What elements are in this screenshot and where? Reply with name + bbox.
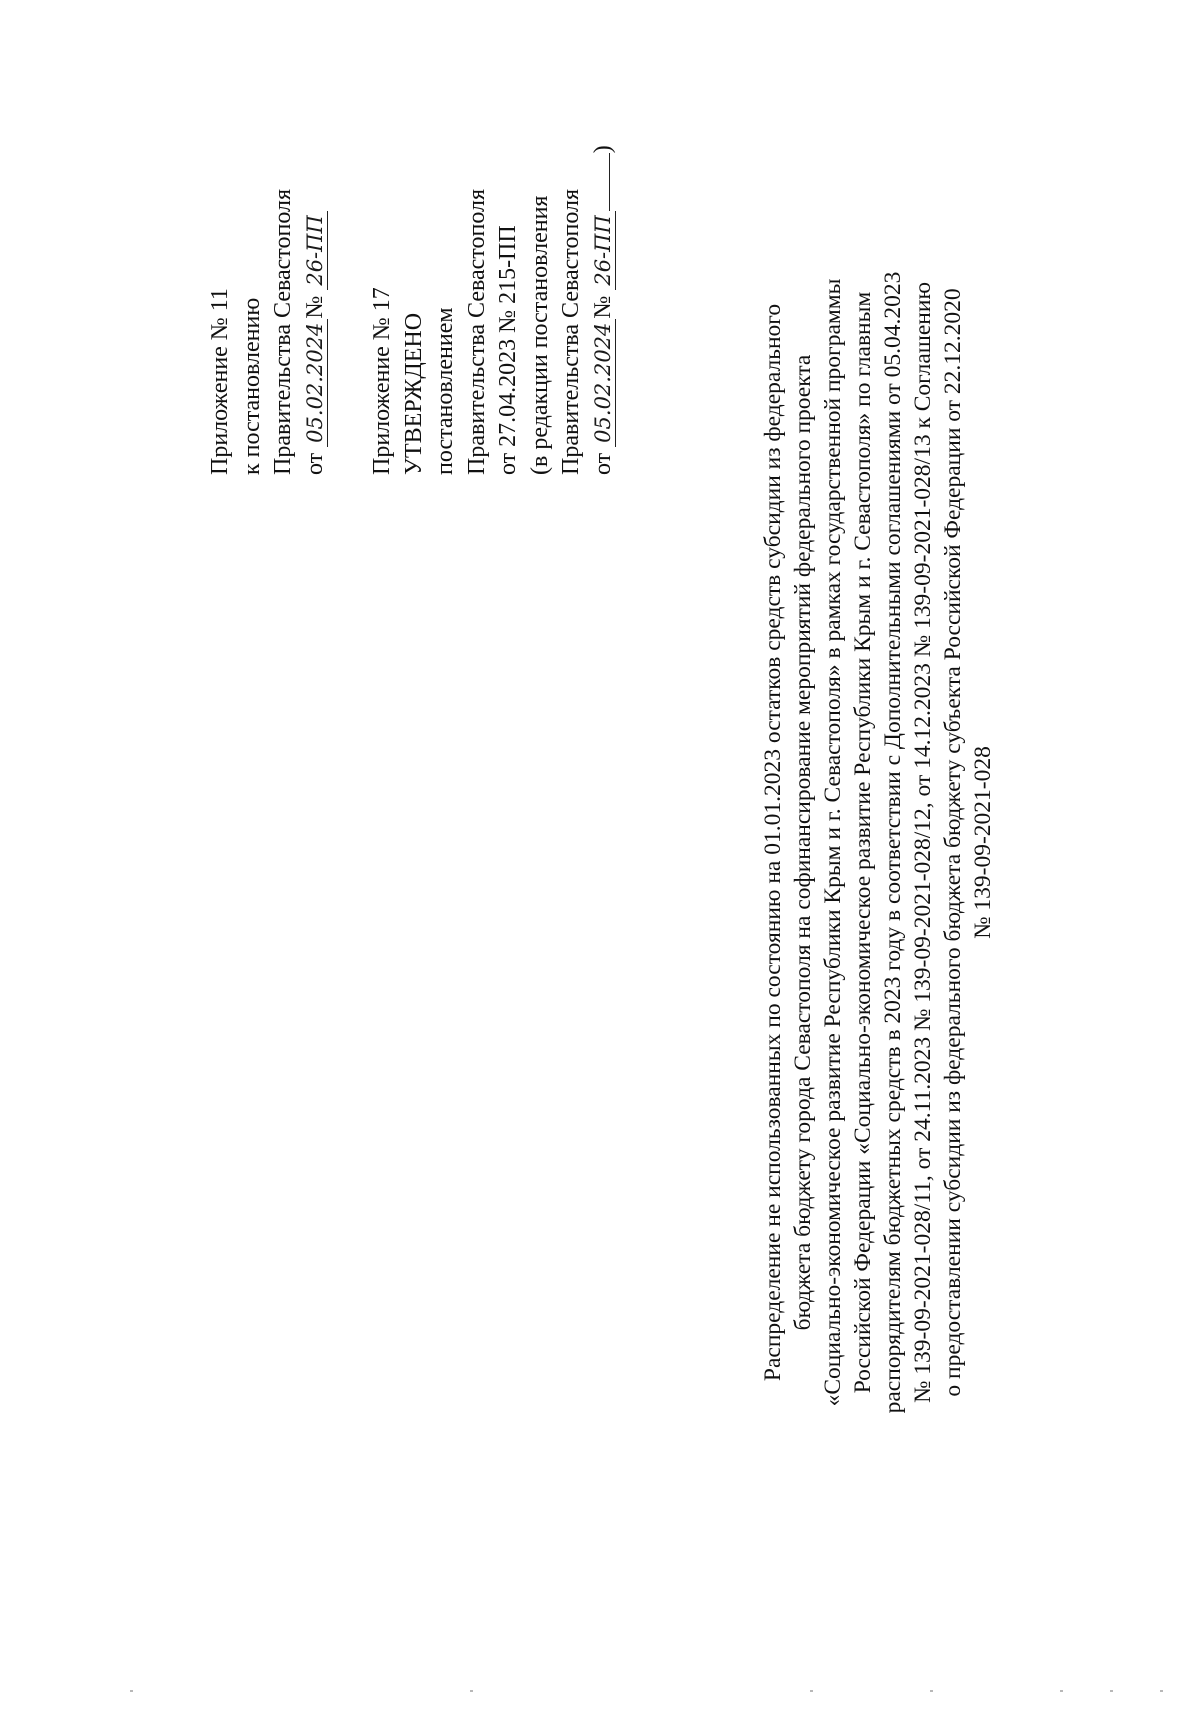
appendix-date-prefix: от <box>301 452 328 475</box>
appendix-date-line <box>300 35 332 475</box>
appendix-to-resolution: к постановлению <box>238 297 265 475</box>
title-line-4: Российской Федерации «Социально-экономическое развитие Республики Крым и г. Севастополя» по главным <box>850 291 876 1394</box>
approved-heading: УТВЕРЖДЕНО <box>400 312 427 475</box>
title-line-1: Распределение не использованных по состоянию на 01.01.2023 остатков средств субсидии из федерального <box>760 303 786 1382</box>
scan-speck <box>470 1690 473 1692</box>
scan-speck <box>1160 1690 1163 1692</box>
approved-appendix-number: Приложение № 17 <box>369 287 395 475</box>
approved-handwritten-number: 26-ПП <box>591 211 616 289</box>
document-title <box>758 140 998 1545</box>
appendix-number: Приложение № 11 <box>207 288 233 475</box>
scan-artifacts <box>0 1690 1200 1698</box>
appendix-government: Правительства Севастополя <box>270 188 296 475</box>
approved-underline-tail <box>609 153 610 211</box>
scan-speck <box>1060 1690 1063 1692</box>
title-line-3: «Социально-экономическое развитие Республики Крым и г. Севастополя» в рамках государственной программы <box>820 278 846 1407</box>
title-line-5: распорядителям бюджетных средств в 2023 году в соответствии с Дополнительными соглашениями от 05.04.2023 <box>880 271 906 1414</box>
appendix-handwritten-number: 26-ПП <box>303 211 328 289</box>
scan-speck <box>1110 1690 1113 1692</box>
title-line-2: бюджета бюджету города Севастополя на софинансирование мероприятий федерального проекта <box>790 354 816 1331</box>
scan-speck <box>930 1690 933 1692</box>
approved-edition-note: (в редакции постановления <box>526 195 553 475</box>
scan-speck <box>810 1690 813 1692</box>
appendix-handwritten-date: 05.02.2024 <box>303 319 328 447</box>
approved-edition-government: Правительства Севастополя <box>558 188 584 475</box>
title-line-7: о предоставлении субсидии из федерального бюджета бюджету субъекта Российской Федерации от 22.12.2020 <box>940 288 966 1397</box>
approved-closing-paren: ) <box>589 145 616 154</box>
approved-original-date: от 27.04.2023 № 215-ПП <box>495 225 521 475</box>
approved-date-prefix: от <box>589 452 616 475</box>
approved-number-label: № <box>589 295 616 319</box>
appendix-number-label: № <box>301 295 328 319</box>
block-spacer <box>331 35 367 475</box>
approved-date-line <box>588 35 620 475</box>
approval-block <box>205 35 619 475</box>
approved-government: Правительства Севастополя <box>463 188 490 475</box>
title-line-6: № 139-09-2021-028/11, от 24.11.2023 № 139-09-2021-028/12, от 14.12.2023 № 139-09-2021-028/13 к Соглашению <box>910 282 936 1404</box>
title-line-8: № 139-09-2021-028 <box>970 746 996 939</box>
approved-handwritten-date: 05.02.2024 <box>591 319 616 447</box>
approved-by-resolution: постановлением <box>432 307 458 475</box>
scan-speck <box>130 1690 133 1692</box>
